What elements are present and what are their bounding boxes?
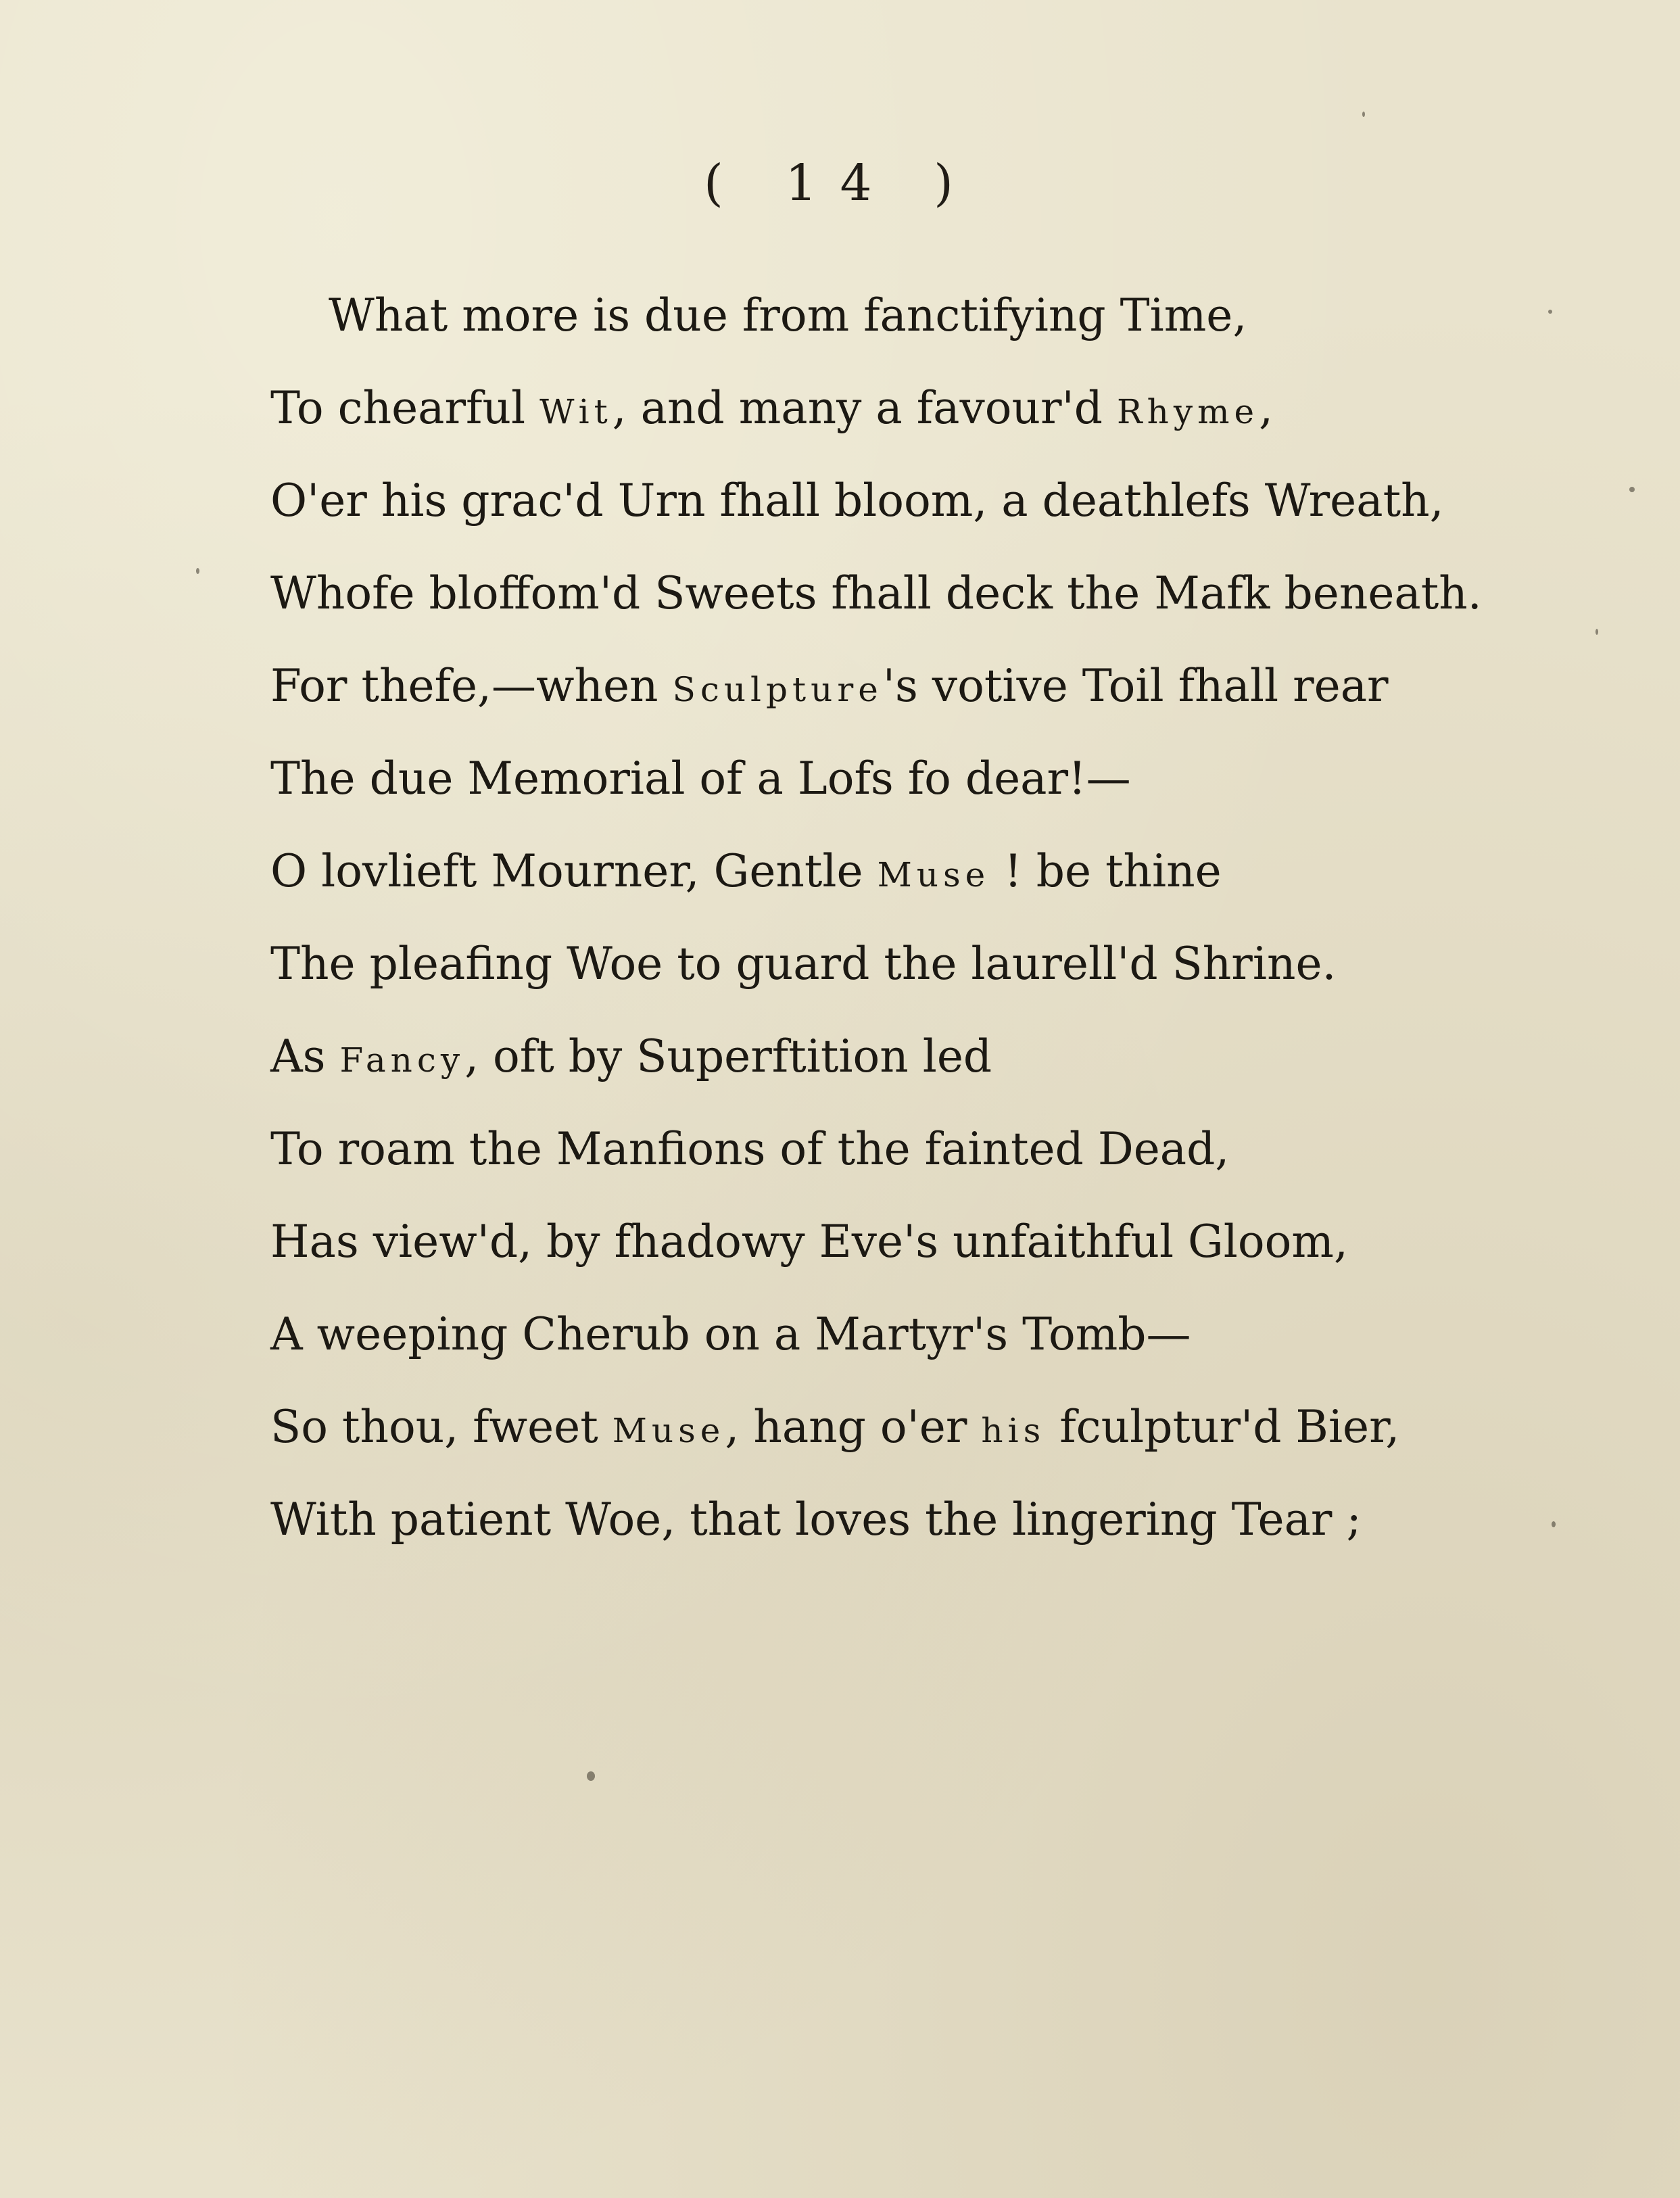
small-caps-text: Muse <box>612 1411 725 1450</box>
line-text: , and many a favour'd <box>612 382 1117 434</box>
poem-line <box>270 917 1487 1010</box>
line-text: What more is due from fanctifying Time, <box>329 289 1247 341</box>
small-caps-text: his <box>981 1411 1046 1450</box>
poem-stanza <box>270 269 1487 1566</box>
paper-speck <box>196 568 199 574</box>
small-caps-text: Sculpture <box>672 670 883 709</box>
poem-line <box>270 825 1487 917</box>
line-text: Has view'd, by fhadowy Eve's unfaithful Gloom, <box>270 1216 1348 1268</box>
paper-speck <box>1548 310 1552 314</box>
line-text: Whofe bloffom'd Sweets fhall deck the Mafk beneath. <box>270 567 1482 619</box>
paper-speck <box>587 1771 595 1781</box>
small-caps-text: Wit <box>539 392 613 431</box>
small-caps-text: Muse <box>877 855 990 894</box>
paper-speck <box>1362 112 1365 117</box>
paper-speck <box>1552 1521 1556 1527</box>
poem-line <box>270 732 1487 825</box>
poem-line <box>270 1381 1487 1473</box>
poem-line <box>270 1195 1487 1288</box>
small-caps-text: Fancy <box>339 1041 465 1080</box>
line-text: A weeping Cherub on a Martyr's Tomb— <box>270 1308 1191 1360</box>
line-text: With patient Woe, that loves the lingering Tear ; <box>270 1494 1362 1546</box>
line-text: The pleafing Woe to guard the laurell'd Shrine. <box>270 938 1337 990</box>
line-text: O lovlieft Mourner, Gentle <box>270 845 878 897</box>
line-text: fculptur'd Bier, <box>1045 1401 1400 1453</box>
line-text: To roam the Manfions of the fainted Dead, <box>270 1123 1230 1175</box>
page-number: ( 14 ) <box>704 154 976 212</box>
line-text: , oft by Superftition led <box>464 1030 992 1082</box>
line-text: As <box>270 1030 340 1082</box>
line-text: , hang o'er <box>725 1401 982 1453</box>
small-caps-text: Rhyme <box>1116 392 1259 431</box>
poem-line <box>270 1010 1487 1103</box>
line-text: 's votive Toil fhall rear <box>882 660 1389 712</box>
line-text: , <box>1259 382 1274 434</box>
poem-line <box>270 547 1487 640</box>
paper-speck <box>1629 487 1635 492</box>
line-text: The due Memorial of a Lofs fo dear!— <box>270 752 1131 805</box>
poem-line <box>270 1473 1487 1566</box>
line-text: To chearful <box>270 382 540 434</box>
paper-speck <box>1595 629 1598 635</box>
poem-line <box>270 640 1487 732</box>
line-text: O'er his grac'd Urn fhall bloom, a deathlefs Wreath, <box>270 475 1444 527</box>
poem-line <box>270 454 1487 547</box>
poem-line <box>270 1103 1487 1195</box>
line-text: For thefe,—when <box>270 660 673 712</box>
poem-line <box>270 1288 1487 1381</box>
poem-line <box>270 362 1487 454</box>
poem-line <box>270 269 1487 362</box>
line-text: So thou, fweet <box>270 1401 613 1453</box>
line-text: ! be thine <box>990 845 1222 897</box>
